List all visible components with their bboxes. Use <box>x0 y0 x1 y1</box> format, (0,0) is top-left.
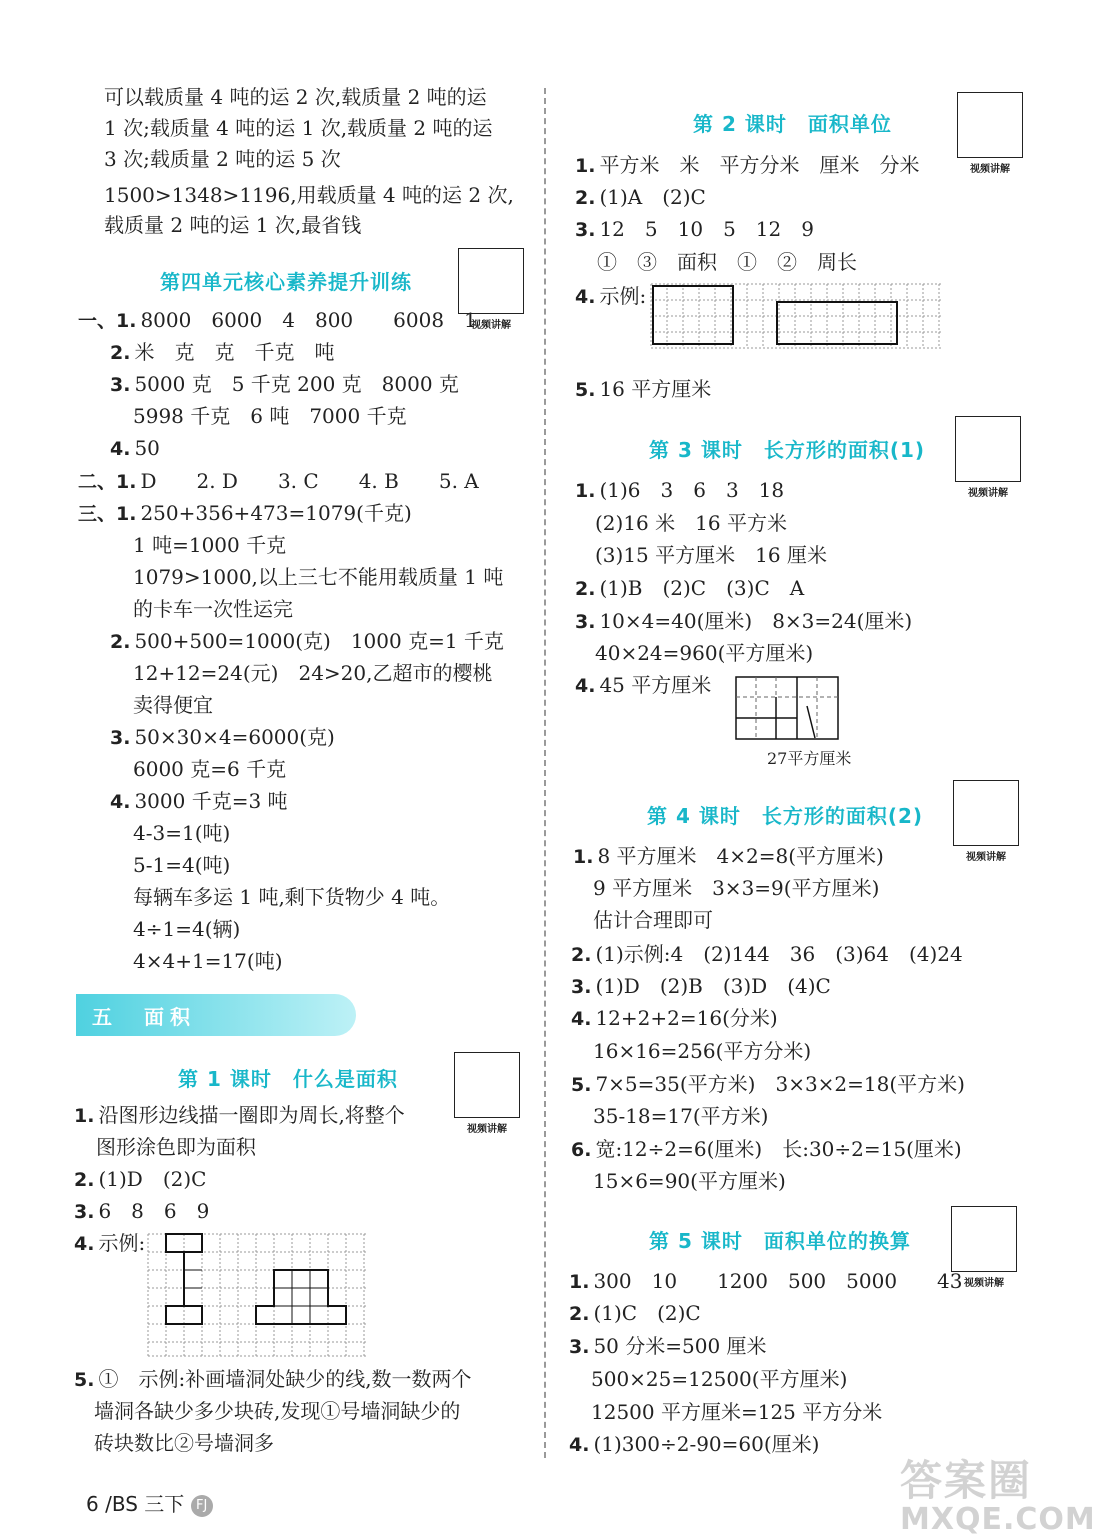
item-number: 三、1. <box>78 503 137 525</box>
qr-code[interactable] <box>957 92 1023 175</box>
item-number: 3. <box>110 374 131 396</box>
answer-text: ① 示例:补画墙洞处缺少的线,数一数两个 <box>98 1367 472 1391</box>
qr-code-icon <box>953 780 1019 846</box>
answer-text: 沿图形边线描一圈即为周长,将整个 <box>98 1103 405 1127</box>
answer-line <box>575 150 919 181</box>
answer-line <box>575 281 646 312</box>
answer-text: (1)300÷2-90=60(厘米) <box>593 1432 820 1456</box>
answer-line: 5-1=4(吨) <box>133 853 231 877</box>
qr-code-icon <box>454 1052 520 1118</box>
item-number: 2. <box>569 1303 590 1325</box>
answer-text: 12 5 10 5 12 9 <box>599 217 814 241</box>
lesson1-heading: 第 1 课时 什么是面积 <box>178 1067 398 1091</box>
answer-text: 米 克 克 千克 吨 <box>134 340 335 364</box>
answer-text: 8 平方厘米 4×2=8(平方厘米) <box>597 844 884 868</box>
answer-text: 示例: <box>98 1231 146 1255</box>
answer-text: (1)D (2)C <box>98 1167 207 1191</box>
item-number: 4. <box>110 438 131 460</box>
item-number: 5. <box>575 379 596 401</box>
qr-code[interactable] <box>953 780 1019 863</box>
qr-code-icon <box>957 92 1023 158</box>
answer-line <box>74 1228 145 1259</box>
text-line: 1 次;载质量 4 吨的运 1 次,载质量 2 吨的运 <box>104 116 493 140</box>
answer-line: 35-18=17(平方米) <box>593 1104 769 1128</box>
answer-line: 15×6=90(平方厘米) <box>593 1169 786 1193</box>
item-number: 3. <box>575 219 596 241</box>
answer-text: 6 8 6 9 <box>98 1199 210 1223</box>
answer-text: (1)B (2)C (3)C A <box>599 576 805 600</box>
item-number: 1. <box>575 155 596 177</box>
item-number: 3. <box>110 727 131 749</box>
qr-caption: 视频讲解 <box>964 1278 1004 1289</box>
page-number: 6 <box>86 1492 99 1516</box>
answer-line <box>571 1134 962 1165</box>
answer-line: 的卡车一次性运完 <box>133 597 293 621</box>
figure-caption: 27平方厘米 <box>767 749 852 768</box>
answer-line <box>110 433 160 464</box>
answer-text: 5000 克 5 千克 200 克 8000 克 <box>134 372 459 396</box>
answer-text: 12+2+2=16(分米) <box>595 1006 778 1030</box>
answer-text: 45 平方厘米 <box>599 673 712 697</box>
answer-line <box>575 475 784 506</box>
watermark-line2: MXQE.COM <box>900 1502 1096 1537</box>
answer-line <box>575 374 711 405</box>
answer-line: 估计合理即可 <box>593 908 713 932</box>
item-number: 4. <box>110 791 131 813</box>
answer-line <box>78 498 412 529</box>
item-number: 2. <box>110 631 131 653</box>
answer-line: 4-3=1(吨) <box>133 821 231 845</box>
answer-line <box>110 626 504 657</box>
qr-caption: 视频讲解 <box>968 488 1008 499</box>
item-number: 2. <box>110 342 131 364</box>
answer-text: 3000 千克=3 吨 <box>134 789 288 813</box>
answer-text: 10×4=40(厘米) 8×3=24(厘米) <box>599 609 913 633</box>
qr-code-icon <box>951 1206 1017 1272</box>
answer-line <box>74 1196 209 1227</box>
qr-code[interactable] <box>955 416 1021 499</box>
qr-code-icon <box>955 416 1021 482</box>
series-label: /BS 三下 <box>105 1492 185 1516</box>
item-number: 5. <box>571 1074 592 1096</box>
answer-text: 50 <box>134 436 160 460</box>
answer-line <box>569 1266 963 1297</box>
answer-line: 4×4+1=17(吨) <box>133 949 283 973</box>
answer-line: 1079>1000,以上三七不能用载质量 1 吨 <box>133 565 504 589</box>
answer-line: 12+12=24(元) 24>20,乙超市的樱桃 <box>133 661 493 685</box>
answer-line: 5998 千克 6 吨 7000 千克 <box>133 404 407 428</box>
answer-line <box>74 1364 472 1395</box>
item-number: 4. <box>575 675 596 697</box>
answer-line: 卖得便宜 <box>133 693 213 717</box>
answer-text: 250+356+473=1079(千克) <box>140 501 412 525</box>
answer-line: 砖块数比②号墙洞多 <box>94 1431 274 1455</box>
answer-line <box>110 722 335 753</box>
answer-line: 墙洞各缺少多少块砖,发现①号墙洞缺少的 <box>94 1399 461 1423</box>
answer-line <box>74 1100 405 1131</box>
answer-line <box>575 182 706 213</box>
item-number: 4. <box>569 1434 590 1456</box>
answer-text: 50 分米=500 厘米 <box>593 1334 767 1358</box>
edition-badge: FJ <box>191 1495 213 1517</box>
item-number: 3. <box>575 611 596 633</box>
qr-caption: 视频讲解 <box>471 320 511 331</box>
item-number: 二、1. <box>78 471 137 493</box>
unit4-heading: 第四单元核心素养提升训练 <box>160 270 412 294</box>
answer-line: 每辆车多运 1 吨,剩下货物少 4 吨。 <box>133 885 451 909</box>
item-number: 2. <box>74 1169 95 1191</box>
grid-figure-l3 <box>735 676 841 742</box>
answer-line: 9 平方厘米 3×3=9(平方厘米) <box>593 876 880 900</box>
qr-code[interactable] <box>454 1052 520 1135</box>
answer-line <box>573 841 884 872</box>
page-footer <box>86 1488 213 1517</box>
item-number: 一、1. <box>78 310 137 332</box>
watermark-line1: 答案圈 <box>900 1456 1033 1505</box>
answer-line: ① ③ 面积 ① ② 周长 <box>597 250 857 274</box>
answer-text: 平方米 米 平方分米 厘米 分米 <box>599 153 920 177</box>
answer-line: 1 吨=1000 千克 <box>133 533 287 557</box>
answer-line: 16×16=256(平方分米) <box>593 1039 812 1063</box>
item-number: 3. <box>571 976 592 998</box>
qr-caption: 视频讲解 <box>970 164 1010 175</box>
item-number: 4. <box>571 1008 592 1030</box>
answer-line <box>110 786 288 817</box>
answer-text: 宽:12÷2=6(厘米) 长:30÷2=15(厘米) <box>595 1137 962 1161</box>
lesson3-heading: 第 3 课时 长方形的面积(1) <box>649 438 926 462</box>
answer-text: 300 10 1200 500 5000 43 <box>593 1269 963 1293</box>
answer-line <box>575 606 912 637</box>
item-number: 3. <box>569 1336 590 1358</box>
item-number: 6. <box>571 1139 592 1161</box>
answer-line: 12500 平方厘米=125 平方分米 <box>591 1400 883 1424</box>
answer-line <box>110 337 334 368</box>
text-line: 载质量 2 吨的运 1 次,最省钱 <box>104 213 362 237</box>
lesson2-heading: 第 2 课时 面积单位 <box>693 112 892 136</box>
watermark <box>900 1448 1096 1537</box>
answer-line <box>569 1331 767 1362</box>
answer-text: 7×5=35(平方米) 3×3×2=18(平方米) <box>595 1072 965 1096</box>
answer-line <box>78 305 477 336</box>
answer-line <box>571 971 831 1002</box>
answer-text: 500+500=1000(克) 1000 克=1 千克 <box>134 629 504 653</box>
text-line: 1500>1348>1196,用载质量 4 吨的运 2 次, <box>104 183 514 207</box>
answer-line: (2)16 米 16 平方米 <box>595 511 787 535</box>
answer-line: 500×25=12500(平方厘米) <box>591 1367 848 1391</box>
unit5-banner <box>76 994 356 1036</box>
lesson5-heading: 第 5 课时 面积单位的换算 <box>649 1229 911 1253</box>
answer-line: (3)15 平方厘米 16 厘米 <box>595 543 827 567</box>
item-number: 1. <box>74 1105 95 1127</box>
grid-figure-l2 <box>651 284 943 352</box>
answer-text: (1)A (2)C <box>599 185 706 209</box>
lesson4-heading: 第 4 课时 长方形的面积(2) <box>647 804 924 828</box>
unit5-banner-text: 五 面积 <box>92 1005 196 1029</box>
item-number: 5. <box>74 1369 95 1391</box>
item-number: 3. <box>74 1201 95 1223</box>
answer-line: 40×24=960(平方厘米) <box>595 641 814 665</box>
answer-text: (1)C (2)C <box>593 1301 701 1325</box>
answer-line <box>569 1429 819 1460</box>
item-number: 2. <box>571 944 592 966</box>
answer-text: D 2. D 3. C 4. B 5. A <box>140 469 479 493</box>
answer-line <box>571 1003 778 1034</box>
qr-caption: 视频讲解 <box>467 1124 507 1135</box>
answer-line <box>569 1298 701 1329</box>
item-number: 2. <box>575 187 596 209</box>
answer-text: 50×30×4=6000(克) <box>134 725 335 749</box>
text-line: 3 次;载质量 2 吨的运 5 次 <box>104 147 341 171</box>
answer-line <box>571 939 963 970</box>
answer-text: 示例: <box>599 284 647 308</box>
column-divider <box>544 88 546 1458</box>
answer-line: 6000 克=6 千克 <box>133 757 287 781</box>
answer-line: 图形涂色即为面积 <box>96 1135 256 1159</box>
answer-text: 16 平方厘米 <box>599 377 712 401</box>
answer-text: (1)示例:4 (2)144 36 (3)64 (4)24 <box>595 942 963 966</box>
item-number: 2. <box>575 578 596 600</box>
text-line: 可以载质量 4 吨的运 2 次,载质量 2 吨的运 <box>104 85 487 109</box>
answer-text: (1)6 3 6 3 18 <box>599 478 785 502</box>
answer-text: 8000 6000 4 800 6008 1 <box>140 308 477 332</box>
answer-line <box>575 214 814 245</box>
answer-line <box>110 369 459 400</box>
item-number: 1. <box>573 846 594 868</box>
item-number: 1. <box>575 480 596 502</box>
item-number: 4. <box>575 286 596 308</box>
answer-line <box>74 1164 206 1195</box>
answer-line <box>575 573 804 604</box>
qr-caption: 视频讲解 <box>966 852 1006 863</box>
item-number: 1. <box>569 1271 590 1293</box>
answer-line: 4÷1=4(辆) <box>133 917 241 941</box>
answer-line <box>78 466 479 497</box>
answer-line <box>571 1069 965 1100</box>
item-number: 4. <box>74 1233 95 1255</box>
grid-figure-l1 <box>148 1234 370 1358</box>
answer-text: (1)D (2)B (3)D (4)C <box>595 974 831 998</box>
answer-line <box>575 670 711 701</box>
